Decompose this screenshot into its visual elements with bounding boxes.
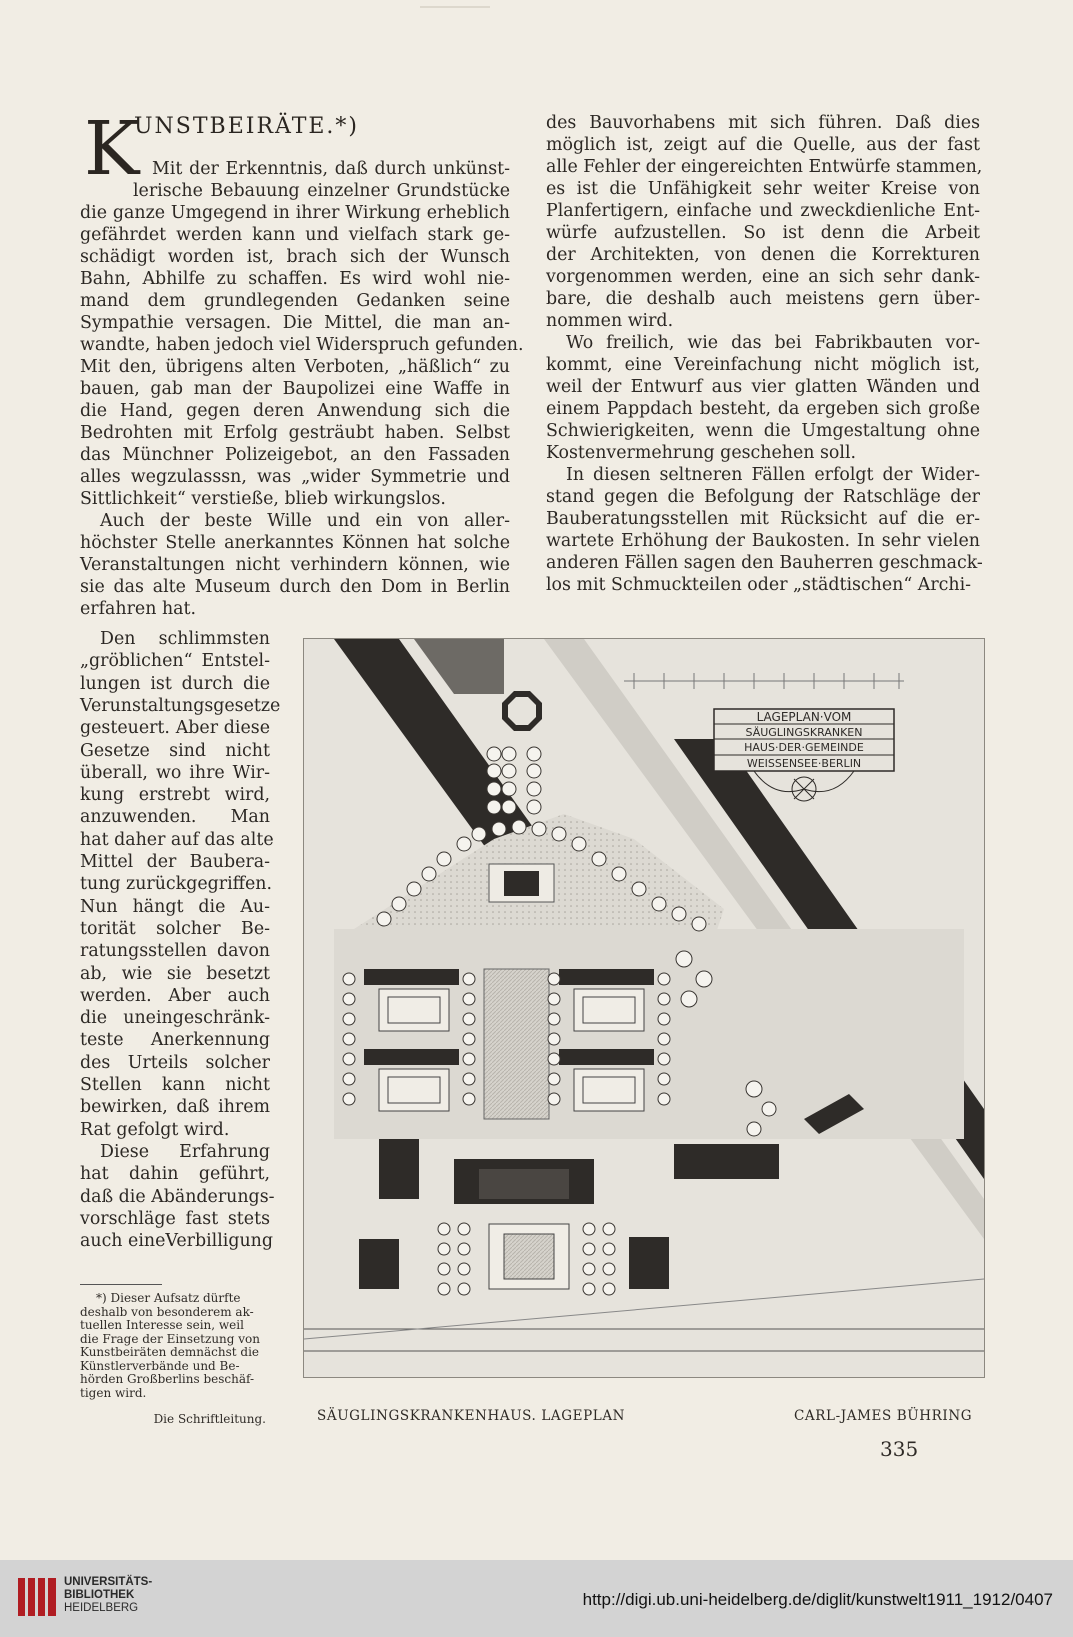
text-line: alle Fehler der eingereichten Entwürfe stammen, [546, 157, 983, 177]
text-line: Bahn, Abhilfe zu schaffen. Es wird wohl nie- [80, 269, 510, 289]
text-line: Rat gefolgt wird. [80, 1119, 230, 1140]
text-line: Sympathie versagen. Die Mittel, die man an- [80, 313, 510, 333]
figure-caption: SÄUGLINGSKRANKENHAUS. LAGEPLAN [317, 1408, 626, 1424]
drop-cap: K [84, 106, 140, 192]
text-line: Planfertigern, einfache und zweckdienliche Ent- [546, 201, 980, 221]
footnote-line: tuellen Interesse sein, weil [80, 1318, 244, 1332]
text-line: anderen Fällen sagen den Bauherren geschmack- [546, 553, 983, 573]
text-line: ab, wie sie besetzt [80, 963, 270, 984]
text-line: möglich ist, zeigt auf die Quelle, aus der fast [546, 135, 980, 155]
text-line: Wo freilich, wie das bei Fabrikbauten vor- [566, 333, 980, 353]
text-line: Mit der Erkenntnis, daß durch unkünst- [152, 159, 510, 179]
footnote-line: tigen wird. [80, 1385, 147, 1400]
text-line: wartete Erhöhung der Baukosten. In sehr vielen [546, 531, 980, 551]
text-line: lerische Bebauung einzelner Grundstücke [133, 181, 510, 201]
page-top-mark [420, 6, 490, 8]
text-line: anzuwenden. Man [80, 807, 270, 828]
text-line: Bauberatungsstellen mit Rücksicht auf die er- [546, 509, 980, 529]
footnote-line: hörden Großberlins beschäf- [80, 1372, 255, 1386]
text-line: werden. Aber auch [80, 985, 270, 1006]
text-line: überall, wo ihre Wir- [80, 762, 270, 783]
text-line: Kostenvermehrung geschehen soll. [546, 443, 857, 463]
text-line: Stellen kann nicht [80, 1075, 270, 1095]
text-line: kung erstrebt wird, [80, 785, 270, 806]
footnote-line: *) Dieser Aufsatz dürfte [96, 1291, 241, 1305]
text-line: alles wegzulasssn, was „wider Symmetrie und [80, 467, 510, 487]
text-line: Bedrohten mit Erfolg gesträubt haben. Selbst [80, 423, 510, 443]
figure-credit: CARL-JAMES BÜHRING [794, 1408, 973, 1424]
text-line: los mit Schmuckteilen oder „städtischen“ Archi- [546, 575, 972, 595]
text-line: Mittel der Baubera- [80, 852, 270, 872]
article-heading: UNSTBEIRÄTE.*) [134, 114, 360, 139]
text-line: Veranstaltungen nicht verhindern können, wie [80, 555, 510, 575]
footnote-line: Künstlerverbände und Be- [80, 1358, 240, 1373]
text-line: schädigt worden ist, brach sich der Wunsch [80, 247, 510, 267]
text-line: weil der Entwurf aus vier glatten Wänden und [546, 377, 980, 397]
svg-text:WEISSENSEE·BERLIN: WEISSENSEE·BERLIN [746, 757, 862, 770]
text-line: Schwierigkeiten, wenn die Umgestaltung ohne [546, 421, 980, 441]
text-line: des Bauvorhabens mit sich führen. Daß dies [546, 113, 980, 133]
text-line: die Hand, gegen deren Anwendung sich die [80, 401, 510, 421]
text-line: teste Anerkennung [80, 1030, 270, 1051]
text-line: die uneingeschränk- [80, 1008, 270, 1029]
text-line: mand dem grundlegenden Gedanken seine [80, 291, 510, 311]
text-line: bewirken, daß ihrem [80, 1097, 270, 1118]
text-line: hat daher auf das alte [80, 829, 274, 850]
text-line: kommt, eine Vereinfachung nicht möglich ist, [546, 355, 980, 375]
text-line: wandte, haben jedoch viel Widerspruch gefunden. [80, 335, 524, 355]
text-line: tung zurückgegriffen. [80, 874, 273, 895]
text-line: stand gegen die Befolgung der Ratschläge der [546, 487, 980, 507]
text-line: auch eineVerbilligung [80, 1231, 273, 1252]
text-line: nommen wird. [546, 311, 674, 331]
source-url-link[interactable]: http://digi.ub.uni-heidelberg.de/diglit/kunstwelt1911_1912/0407 [582, 1590, 1053, 1609]
text-line: sie das alte Museum durch den Dom in Berlin [80, 577, 510, 597]
text-line: lungen ist durch die [80, 673, 270, 694]
text-line: Mit den, übrigens alten Verboten, „häßlich“ zu [80, 357, 510, 377]
footnote-rule [80, 1284, 162, 1285]
text-line: bauen, gab man der Baupolizei eine Waffe in [80, 379, 510, 399]
text-line: Auch der beste Wille und ein von aller- [100, 511, 510, 531]
footnote-signature: Die Schriftleitung. [153, 1412, 266, 1426]
text-line: Nun hängt die Au- [80, 896, 270, 917]
text-line: Verunstaltungsgesetze [80, 695, 281, 716]
footnote-line: Kunstbeiräten demnächst die [80, 1345, 260, 1359]
text-line: die ganze Umgegend in ihrer Wirkung erheblich [80, 203, 510, 223]
text-line: daß die Abänderungs- [80, 1186, 275, 1207]
svg-text:LAGEPLAN·VOM: LAGEPLAN·VOM [756, 710, 852, 724]
site-plan-drawing [304, 639, 984, 1377]
text-line: es ist die Unfähigkeit sehr weiter Kreise von [546, 179, 980, 199]
library-logo-icon [16, 1574, 58, 1620]
library-name: UNIVERSITÄTS- BIBLIOTHEK HEIDELBERG [64, 1576, 153, 1614]
text-line: In diesen seltneren Fällen erfolgt der Wider- [566, 465, 980, 485]
footnote-line: deshalb von besonderem ak- [80, 1304, 254, 1319]
page-number: 335 [880, 1437, 919, 1461]
text-line: der Architekten, von denen die Korrekturen [546, 245, 980, 265]
text-line: erfahren hat. [80, 599, 197, 619]
text-line: ratungsstellen davon [80, 941, 270, 962]
text-line: Diese Erfahrung [100, 1141, 270, 1162]
text-line: des Urteils solcher [80, 1052, 270, 1073]
library-footer [0, 1560, 1073, 1637]
text-line: das Münchner Polizeigebot, an den Fassaden [80, 445, 510, 465]
text-line: vorgenommen werden, eine an sich sehr dank- [546, 267, 980, 287]
text-line: höchster Stelle anerkanntes Können hat solche [80, 533, 510, 553]
text-line: Gesetze sind nicht [80, 740, 270, 761]
footnote-line: die Frage der Einsetzung von [80, 1331, 260, 1346]
text-line: Den schlimmsten [100, 629, 270, 649]
text-line: gesteuert. Aber diese [80, 718, 270, 739]
text-line: einem Pappdach besteht, da ergeben sich große [546, 399, 980, 419]
svg-text:HAUS·DER·GEMEINDE: HAUS·DER·GEMEINDE [744, 741, 864, 754]
text-line: gefährdet werden kann und vielfach stark ge- [80, 225, 510, 245]
text-line: vorschläge fast stets [80, 1208, 270, 1229]
text-line: hat dahin geführt, [80, 1164, 270, 1185]
text-line: bare, die deshalb auch meistens gern über- [546, 289, 980, 309]
text-line: Sittlichkeit“ verstieße, blieb wirkungslos. [80, 489, 446, 509]
text-line: würfe aufzustellen. So ist denn die Arbeit [546, 223, 980, 243]
svg-text:SÄUGLINGSKRANKEN: SÄUGLINGSKRANKEN [745, 726, 863, 739]
site-plan-figure [303, 638, 985, 1378]
text-line: „gröblichen“ Entstel- [80, 651, 270, 672]
text-line: torität solcher Be- [80, 918, 270, 939]
